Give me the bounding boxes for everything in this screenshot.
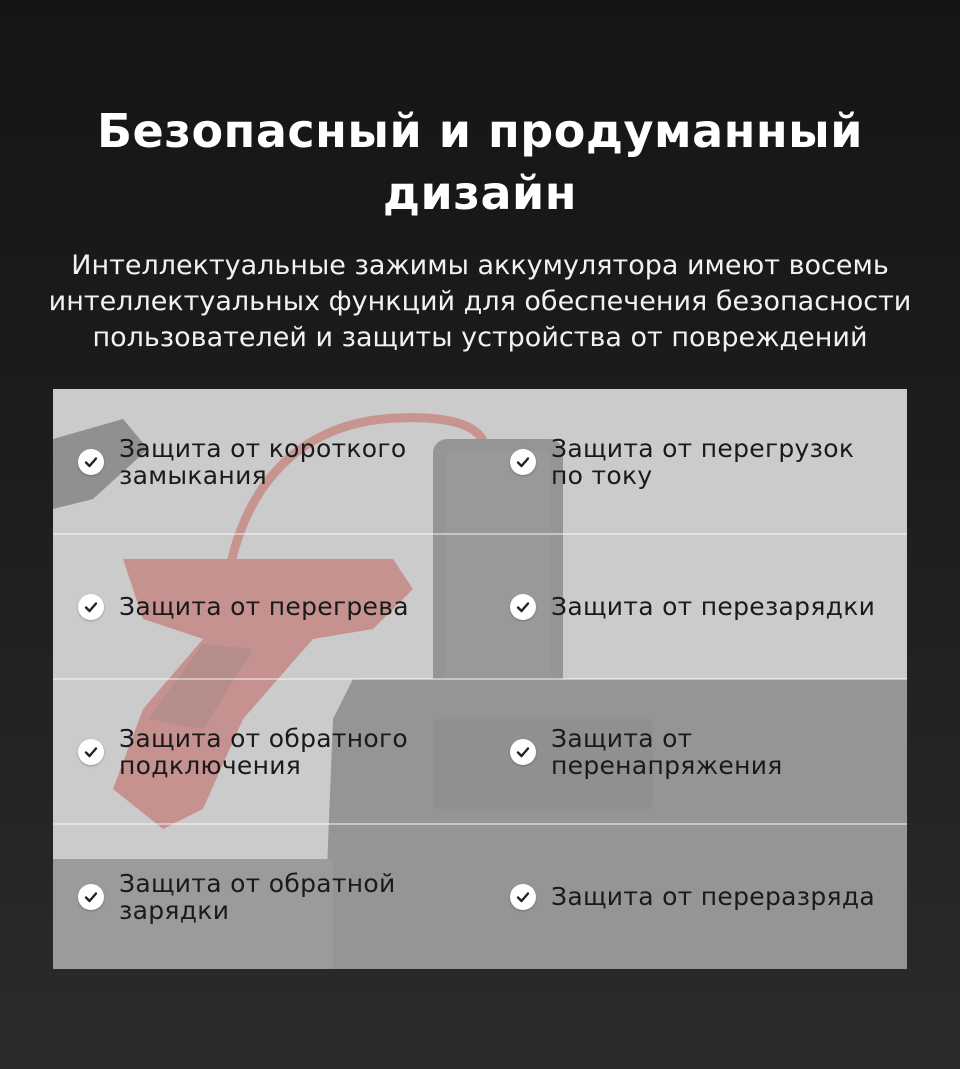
title-line-1: Безопасный и продуманный [96,104,864,158]
check-icon [510,884,536,910]
feature-item [53,389,488,534]
check-icon [510,449,536,475]
features-right-column [485,389,907,969]
check-icon [78,449,104,475]
feature-item [53,824,488,969]
feature-item [485,389,907,534]
check-icon [510,739,536,765]
feature-label: Защита от перезарядки [551,592,876,621]
description-line-1: Интеллектуальные зажимы аккумулятора имеют восемь [71,250,889,281]
feature-label: Защита от обратного подключения [119,723,409,780]
feature-label: Защита от перегрева [119,592,409,621]
check-icon [78,739,104,765]
feature-item [485,679,907,824]
feature-item [53,534,488,679]
features-panel [53,389,907,969]
check-icon [78,884,104,910]
feature-label: Защита от переразряда [551,882,876,911]
feature-item [485,534,907,679]
feature-label: Защита от перенапряжения [551,723,783,780]
feature-label: Защита от перегрузок по току [551,433,855,490]
description-line-3: пользователей и защиты устройства от повреждений [92,322,868,353]
feature-item [485,824,907,969]
title-line-2: дизайн [382,166,578,220]
feature-label: Защита от обратной зарядки [119,868,396,925]
description-line-2: интеллектуальных функций для обеспечения безопасности [48,286,912,317]
check-icon [510,594,536,620]
feature-label: Защита от короткого замыкания [119,433,407,490]
page-title [0,100,960,224]
description [20,248,940,356]
check-icon [78,594,104,620]
features-left-column [53,389,488,969]
feature-item [53,679,488,824]
